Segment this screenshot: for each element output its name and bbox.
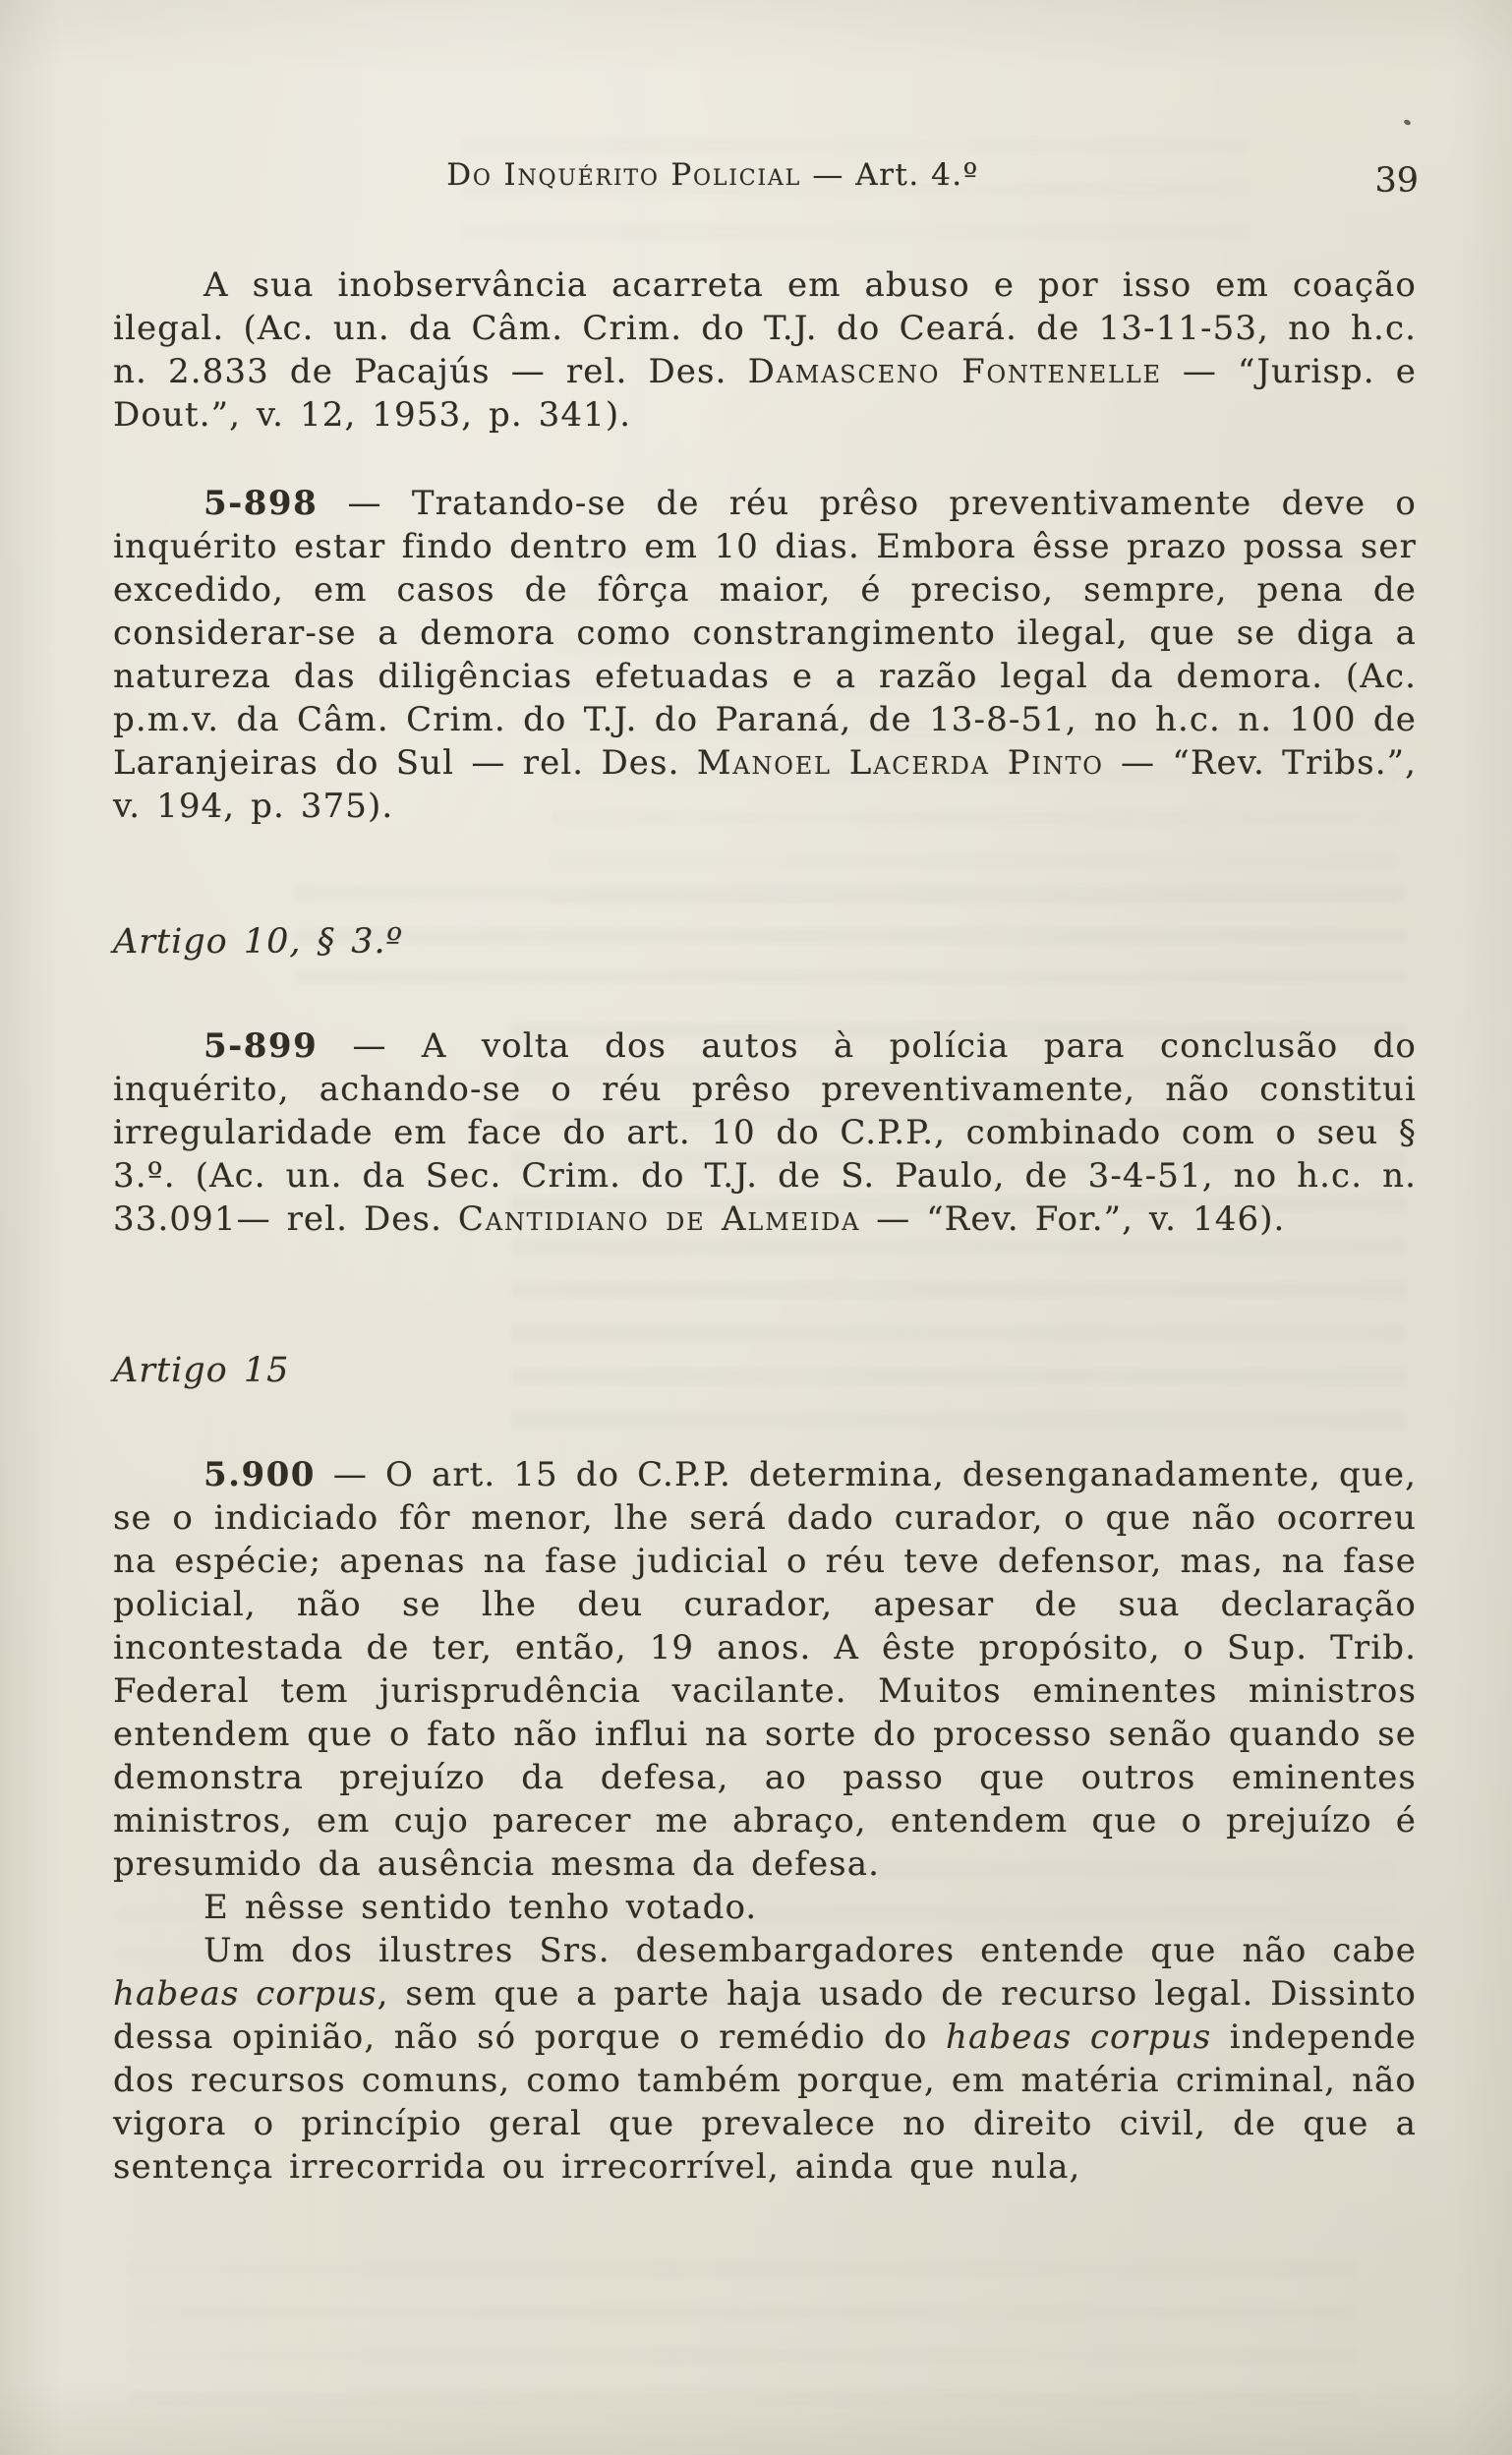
paragraph-text: Um dos ilustres Srs. desembargadores entende que não cabe [204,1931,1417,1970]
paragraph-text: — O art. 15 do C.P.P. determina, desenganadamente, que, se o indiciado fôr menor, lhe será dado curador, o que não ocorreu na espécie; apenas na fase judicial o réu teve defensor, mas, na fase policial, não se lhe deu curador, apesar de sua declaração incontestada de ter, então, 19 anos. A êste propósito, o Sup. Trib. Federal tem jurisprudência vacilante. Muitos eminentes ministros entendem que o fato não influi na sorte do processo senão quando se demonstra prejuízo da defesa, ao passo que outros eminentes ministros, em cujo parecer me abraço, entendem que o prejuízo é presumido da ausência mesma da defesa. [113,1455,1417,1884]
entry-5899 [113,1024,1417,1241]
entry-number: 5.900 [204,1455,316,1494]
latin-term: habeas corpus [945,2017,1212,2057]
entry-number: 5-898 [204,484,319,523]
paragraph-text: independe dos recursos comuns, como também porque, em matéria criminal, não vigora o princípio geral que prevalece no direito civil, de que a sentença irrecorrida ou irrecorrível, ainda que nula, [113,2017,1418,2187]
text-column [113,263,1417,2189]
paragraph-text: — “Rev. For.”, v. 146). [860,1199,1286,1239]
page-number: 39 [1374,161,1419,201]
paragraph-votado: E nêsse sentido tenho votado. [204,1888,758,1927]
judge-name: Cantidiano de Almeida [457,1199,861,1239]
judge-name: Manoel Lacerda Pinto [696,743,1104,783]
paragraph-text: — A volta dos autos à polícia para conclusão do inquérito, achando-se o réu prêso preventivamente, não constitui irregularidade em face do art. 10 do C.P.P., combinado com o seu § 3.º. (Ac. un. da Sec. Crim. do T.J. de S. Paulo, de 3-4-51, no h.c. n. 33.091— rel. Des. [113,1026,1417,1239]
paragraph-text: A sua inobservância acarreta em abuso e por isso em coação ilegal. (Ac. un. da Câm. Crim. do T.J. do Ceará. de 13-11-53, no h.c. n. 2.833 de Pacajús — rel. Des. [113,265,1417,391]
running-title-article: — Art. 4.º [812,157,979,193]
judge-name: Damasceno Fontenelle [747,352,1162,391]
paragraph-text: , sem que a parte haja usado de recurso legal. Dissinto dessa opinião, não só porque o remédio do [113,1974,1417,2057]
section-heading-artigo-10: Artigo 10, § 3.º [113,922,404,962]
paragraph-text: — “Jurisp. e Dout.”, v. 12, 1953, p. 341). [113,352,1418,435]
latin-term: habeas corpus [113,1974,378,2014]
running-title [113,157,1312,193]
paragraph-intro [113,263,1417,437]
running-title-text: Do Inquérito Policial [446,157,801,193]
entry-5900 [113,1453,1417,1886]
paragraph-habeas-corpus [113,1929,1417,2189]
paragraph-text: — Tratando-se de réu prêso preventivamente deve o inquérito estar findo dentro em 10 dias. Embora êsse prazo possa ser excedido, em casos de fôrça maior, é preciso, sempre, pena de considerar-se a demora como constrangimento ilegal, que se diga a natureza das diligências efetuadas e a razão legal da demora. (Ac. p.m.v. da Câm. Crim. do T.J. do Paraná, de 13-8-51, no h.c. n. 100 de Laranjeiras do Sul — rel. Des. [113,484,1417,783]
paragraph-text: — “Rev. Tribs.”, v. 194, p. 375). [113,743,1417,826]
entry-5898 [113,482,1417,828]
entry-number: 5-899 [204,1026,319,1066]
section-heading-artigo-15: Artigo 15 [113,1351,290,1390]
running-header [113,157,1421,201]
scan-speck [1403,119,1411,126]
bleedthrough-artifact [128,2261,1357,2428]
